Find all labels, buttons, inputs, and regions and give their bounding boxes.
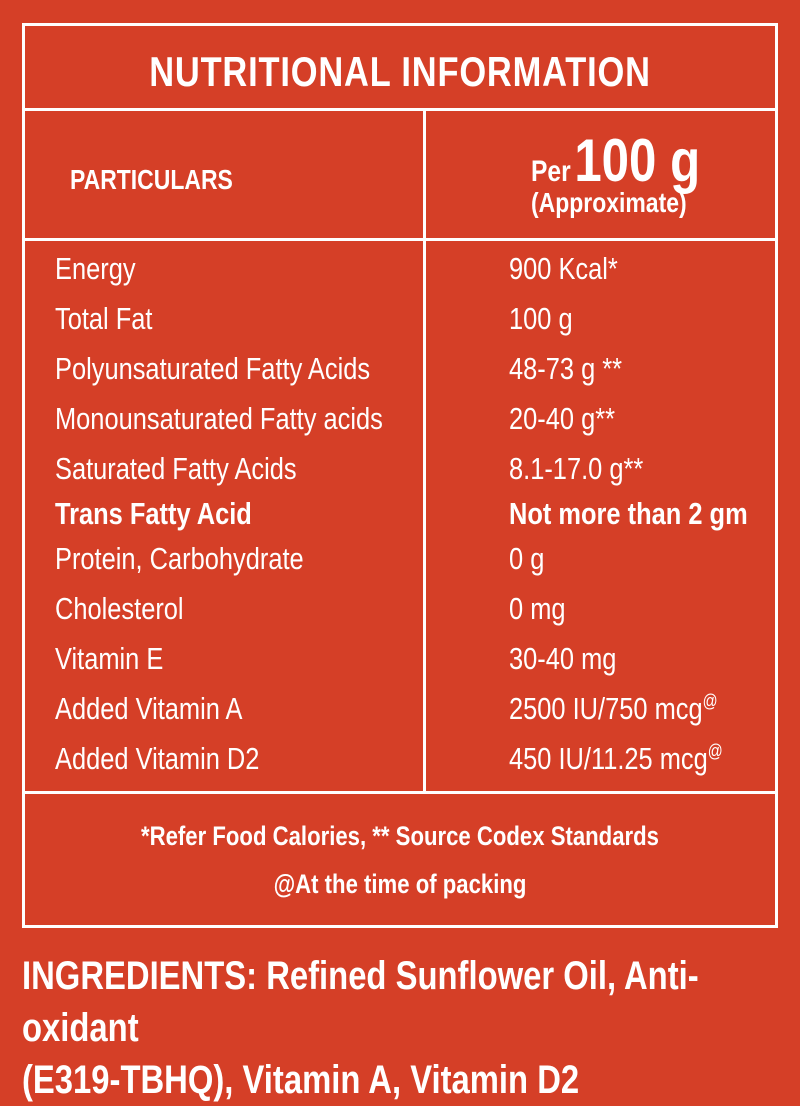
nutrient-value: 30-40 mg — [509, 641, 617, 676]
table-row — [25, 301, 775, 345]
nutrient-name: Added Vitamin A — [55, 691, 243, 726]
per-100g-header — [531, 126, 711, 219]
table-row — [25, 591, 775, 635]
table-row — [25, 741, 775, 785]
ingredients-line: (E319-TBHQ), Vitamin A, Vitamin D2 — [22, 1058, 580, 1102]
divider — [25, 791, 775, 794]
nutrient-name: Energy — [55, 251, 136, 286]
table-title: NUTRITIONAL INFORMATION — [149, 48, 651, 95]
amount-label: 100 g — [574, 127, 701, 194]
nutrient-value: 0 g — [509, 541, 545, 576]
nutrient-value: 8.1-17.0 g** — [509, 451, 644, 486]
divider — [25, 108, 775, 111]
table-row — [25, 451, 775, 495]
nutrient-name: Cholesterol — [55, 591, 184, 626]
nutrient-name: Monounsaturated Fatty acids — [55, 401, 383, 436]
nutrition-table — [22, 23, 778, 928]
nutrient-name: Saturated Fatty Acids — [55, 451, 297, 486]
nutrient-value: 900 Kcal* — [509, 251, 618, 286]
nutrient-name: Total Fat — [55, 301, 153, 336]
nutrient-name: Polyunsaturated Fatty Acids — [55, 351, 371, 386]
table-row — [25, 401, 775, 445]
ingredients-line: INGREDIENTS: Refined Sunflower Oil, Anti-oxidant — [22, 954, 699, 1050]
particulars-header: PARTICULARS — [70, 164, 233, 195]
nutrient-name: Vitamin E — [55, 641, 164, 676]
footnote-sources: *Refer Food Calories, ** Source Codex Standards — [141, 821, 659, 851]
nutrient-value: 100 g — [509, 301, 573, 336]
table-row — [25, 691, 775, 735]
nutrient-name: Trans Fatty Acid — [55, 496, 252, 531]
divider — [25, 238, 775, 241]
approx-label: (Approximate) — [531, 187, 687, 218]
footnote-packing: @At the time of packing — [273, 869, 527, 899]
per-label: Per — [531, 155, 571, 188]
table-row — [25, 641, 775, 685]
nutrient-value: 450 IU/11.25 mcg@ — [509, 741, 723, 776]
nutrient-value: 0 mg — [509, 591, 566, 626]
nutrient-value: 48-73 g ** — [509, 351, 623, 386]
table-row — [25, 251, 775, 295]
nutrient-value: Not more than 2 gm — [509, 496, 748, 531]
nutrient-name: Added Vitamin D2 — [55, 741, 260, 776]
table-row — [25, 541, 775, 585]
table-row — [25, 496, 775, 540]
nutrient-value: 20-40 g** — [509, 401, 616, 436]
table-row — [25, 351, 775, 395]
nutrient-name: Protein, Carbohydrate — [55, 541, 304, 576]
ingredients-text — [22, 950, 776, 1106]
nutrient-value: 2500 IU/750 mcg@ — [509, 691, 718, 726]
